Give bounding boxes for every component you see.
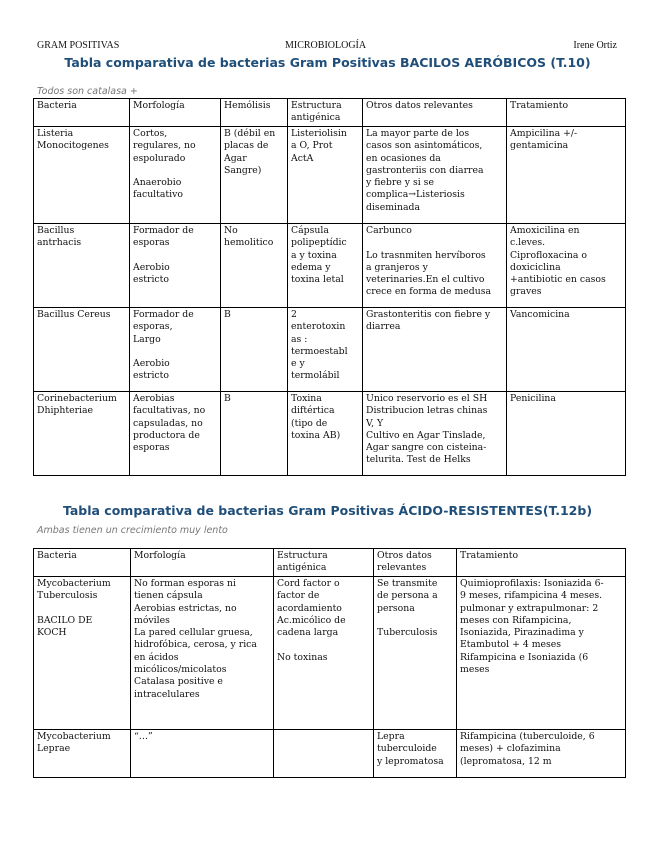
cell-line: facultativas, no xyxy=(133,405,206,417)
table-cell xyxy=(131,577,274,730)
cell-line: Vancomicina xyxy=(510,309,570,320)
cell-line: No xyxy=(224,225,238,236)
cell-line: Cultivo en Agar Tinslade, xyxy=(366,429,486,441)
header-right: Irene Ortiz xyxy=(573,40,617,51)
cell-line: enterotoxin xyxy=(291,321,346,333)
cell-line: Leprae xyxy=(37,743,71,755)
table1-title: Tabla comparativa de bacterias Gram Positivas BACILOS AERÓBICOS (T.10) xyxy=(64,55,591,70)
cell-line: cadena larga xyxy=(277,627,339,639)
column-header: Otros datos relevantes xyxy=(374,549,457,577)
cell-line: Agar xyxy=(224,152,247,164)
cell-line: productora de xyxy=(133,429,200,441)
cell-line: espolurado xyxy=(133,152,186,164)
header-left: GRAM POSITIVAS xyxy=(37,40,120,51)
cell-line xyxy=(37,603,127,615)
table-cell xyxy=(363,308,507,392)
header-row xyxy=(34,549,626,577)
cell-line: Aerobias estrictas, no xyxy=(134,602,237,614)
cell-line: acordamiento xyxy=(277,602,342,614)
table-cell xyxy=(34,730,131,778)
cell-line: micólicos/micolatos xyxy=(134,664,227,676)
cell-line: Grastonteritis con fiebre y xyxy=(366,309,491,320)
table-cell xyxy=(34,127,130,224)
header-center: MICROBIOLOGÍA xyxy=(285,40,367,51)
column-header: Otros datos relevantes xyxy=(363,99,507,127)
table-cell xyxy=(274,577,374,730)
cell-line: KOCH xyxy=(37,627,67,639)
cell-line: Toxina xyxy=(291,393,322,404)
cell-line: +antibiotic en casos xyxy=(510,274,606,286)
cell-line: Formador de xyxy=(133,225,194,236)
cell-line: toxina letal xyxy=(291,274,344,286)
table-row xyxy=(34,730,626,778)
cell-line: Penicilina xyxy=(510,393,556,404)
column-header: Hemólisis xyxy=(221,99,288,127)
cell-line: Dhiphteriae xyxy=(37,405,94,417)
table1-note: Todos son catalasa + xyxy=(37,86,138,97)
cell-line: capsuladas, no xyxy=(133,417,203,429)
cell-line: diftértica xyxy=(291,405,335,417)
table-acido-resistentes xyxy=(33,548,626,778)
column-header: Morfología xyxy=(131,549,274,577)
column-header: Tratamiento xyxy=(457,549,626,577)
cell-line: Quimioprofilaxis: Isoniazida 6- xyxy=(460,578,604,589)
cell-line: ActA xyxy=(291,152,314,164)
cell-line: Agar sangre con cisteina- xyxy=(366,442,487,454)
cell-line: Listeriolisin xyxy=(291,128,347,139)
cell-line: facultativo xyxy=(133,189,183,201)
cell-line: B xyxy=(224,309,231,320)
cell-line xyxy=(377,615,453,627)
column-header: Morfología xyxy=(130,99,221,127)
cell-line: telurita. Test de Helks xyxy=(366,454,471,466)
cell-line: factor de xyxy=(277,590,320,602)
cell-line: Bacillus Cereus xyxy=(37,309,111,320)
cell-line xyxy=(277,639,370,651)
cell-line: crece en forma de medusa xyxy=(366,286,492,298)
cell-line: B xyxy=(224,393,231,404)
cell-line: veterinaries.En el cultivo xyxy=(366,274,485,286)
table2-title: Tabla comparativa de bacterias Gram Positivas ÁCIDO-RESISTENTES(T.12b) xyxy=(62,503,593,518)
cell-line: casos son asintomáticos, xyxy=(366,140,483,152)
table-cell xyxy=(130,127,221,224)
cell-line: meses xyxy=(460,664,490,676)
cell-line: Aerobias xyxy=(133,393,175,404)
cell-line: c.leves. xyxy=(510,237,546,249)
cell-line: Tuberculosis xyxy=(377,627,438,639)
cell-line: edema y xyxy=(291,261,331,273)
cell-line: 2 xyxy=(291,309,297,320)
cell-line: Corinebacterium xyxy=(37,393,117,404)
table-row xyxy=(34,224,626,308)
table-cell xyxy=(288,308,363,392)
cell-line: regulares, no xyxy=(133,140,196,152)
cell-line: 9 meses, rifampicina 4 meses. xyxy=(460,590,603,602)
table-cell xyxy=(363,224,507,308)
cell-line: as : xyxy=(291,333,308,345)
cell-line: termolábil xyxy=(291,370,340,382)
column-header: Tratamiento xyxy=(507,99,626,127)
table-cell xyxy=(34,224,130,308)
column-header: Estructura antigénica xyxy=(288,99,363,127)
cell-line xyxy=(133,250,217,262)
table-cell xyxy=(34,392,130,476)
cell-line: Largo xyxy=(133,333,161,345)
cell-line: a O, Prot xyxy=(291,140,333,152)
cell-line: a y toxina xyxy=(291,249,337,261)
table2-note: Ambas tienen un crecimiento muy lento xyxy=(37,525,228,536)
cell-line: toxina AB) xyxy=(291,429,341,441)
table-cell xyxy=(374,730,457,778)
column-header: Bacteria xyxy=(34,99,130,127)
cell-line: Formador de xyxy=(133,309,194,320)
cell-line: No forman esporas ni xyxy=(134,578,236,589)
table-cell xyxy=(288,224,363,308)
cell-line: gentamicina xyxy=(510,140,569,152)
cell-line: La mayor parte de los xyxy=(366,128,470,139)
cell-line: Lepra xyxy=(377,731,405,742)
cell-line xyxy=(133,165,217,177)
table-row xyxy=(34,392,626,476)
table-cell xyxy=(130,392,221,476)
cell-line: Catalasa positive e xyxy=(134,676,223,688)
cell-line: Aerobio xyxy=(133,358,170,370)
cell-line: estricto xyxy=(133,370,169,382)
cell-line: Rifampicina (tuberculoide, 6 xyxy=(460,731,595,742)
cell-line: antrhacis xyxy=(37,237,82,249)
cell-line: estricto xyxy=(133,274,169,286)
cell-line: BACILO DE xyxy=(37,614,93,626)
cell-line: Etambutol + 4 meses xyxy=(460,639,562,651)
cell-line: Mycobacterium xyxy=(37,578,111,589)
cell-line: Ampicilina +/- xyxy=(510,128,578,139)
cell-line: Cortos, xyxy=(133,128,168,139)
cell-line: gastronteriis con diarrea xyxy=(366,164,484,176)
cell-line: diarrea xyxy=(366,321,401,333)
column-header: Bacteria xyxy=(34,549,131,577)
table-cell xyxy=(507,392,626,476)
cell-line: meses) + clofazimina xyxy=(460,743,561,755)
cell-line: en ocasiones da xyxy=(366,152,441,164)
cell-line: meses con Rifampicina, xyxy=(460,614,572,626)
cell-line: placas de xyxy=(224,140,269,152)
cell-line: y lepromatosa xyxy=(377,755,444,767)
cell-line: Mycobacterium xyxy=(37,731,111,742)
cell-line: diseminada xyxy=(366,201,421,213)
cell-line: No toxinas xyxy=(277,651,328,663)
cell-line xyxy=(366,237,503,249)
cell-line: a granjeros y xyxy=(366,261,428,273)
table-cell xyxy=(507,308,626,392)
table-cell xyxy=(363,127,507,224)
cell-line: La pared cellular gruesa, xyxy=(134,627,253,639)
cell-line: Aerobio xyxy=(133,261,170,273)
table-cell xyxy=(374,577,457,730)
cell-line: graves xyxy=(510,286,542,298)
cell-line: V, Y xyxy=(366,417,384,429)
table-cell xyxy=(130,224,221,308)
table-bacilos-aerobicos xyxy=(33,98,626,476)
table-cell xyxy=(288,127,363,224)
cell-line: Listeria xyxy=(37,128,74,139)
table-cell xyxy=(507,127,626,224)
header-row xyxy=(34,99,626,127)
cell-line: esporas, xyxy=(133,321,173,333)
cell-line: Cord factor o xyxy=(277,578,340,589)
cell-line: Sangre) xyxy=(224,164,262,176)
table-cell xyxy=(131,730,274,778)
cell-line: “…” xyxy=(134,731,153,742)
cell-line: pulmonar y extrapulmonar: 2 xyxy=(460,602,599,614)
cell-line: B (débil en xyxy=(224,128,276,139)
cell-line: Unico reservorio es el SH xyxy=(366,393,488,404)
table-row xyxy=(34,127,626,224)
cell-line: hidrofóbica, cerosa, y rica xyxy=(134,639,257,651)
table-cell xyxy=(457,577,626,730)
table-row xyxy=(34,308,626,392)
cell-line: Tuberculosis xyxy=(37,590,98,602)
column-header: Estructura antigénica xyxy=(274,549,374,577)
cell-line: esporas xyxy=(133,442,170,454)
cell-line: polipeptídic xyxy=(291,237,347,249)
cell-line: Carbunco xyxy=(366,225,412,236)
cell-line: esporas xyxy=(133,237,170,249)
table-cell xyxy=(288,392,363,476)
table-cell xyxy=(130,308,221,392)
cell-line: complica→Listeriosis xyxy=(366,189,465,201)
cell-line: Anaerobio xyxy=(133,177,182,189)
cell-line: doxiciclina xyxy=(510,261,561,273)
cell-line: Lo trasnmiten hervíboros xyxy=(366,249,486,261)
cell-line: (tipo de xyxy=(291,417,328,429)
table-cell xyxy=(34,577,131,730)
table-cell xyxy=(221,308,288,392)
cell-line: Se transmite xyxy=(377,578,438,589)
table-cell xyxy=(34,308,130,392)
cell-line: tienen cápsula xyxy=(134,590,203,602)
cell-line xyxy=(133,346,217,358)
cell-line: Distribucion letras chinas xyxy=(366,405,488,417)
cell-line: de persona a xyxy=(377,590,438,602)
cell-line: Isoniazida, Pirazinadima y xyxy=(460,627,584,639)
table-cell xyxy=(274,730,374,778)
cell-line: Bacillus xyxy=(37,225,75,236)
cell-line: Ciprofloxacina o xyxy=(510,249,587,261)
cell-line: móviles xyxy=(134,614,170,626)
cell-line: intracelulares xyxy=(134,688,200,700)
cell-line: Cápsula xyxy=(291,225,329,236)
cell-line: (lepromatosa, 12 m xyxy=(460,755,552,767)
table-cell xyxy=(363,392,507,476)
table-cell xyxy=(457,730,626,778)
cell-line: y fiebre y si se xyxy=(366,177,434,189)
cell-line: Rifampicina e Isoniazida (6 xyxy=(460,651,589,663)
cell-line: tuberculoide xyxy=(377,743,437,755)
table-cell xyxy=(507,224,626,308)
table-cell xyxy=(221,224,288,308)
table-cell xyxy=(221,392,288,476)
cell-line: e y xyxy=(291,358,305,370)
cell-line: Monocitogenes xyxy=(37,140,109,152)
cell-line: Ac.micólico de xyxy=(277,614,346,626)
cell-line: en ácidos xyxy=(134,651,179,663)
cell-line: hemolitico xyxy=(224,237,274,249)
table-row xyxy=(34,577,626,730)
table-cell xyxy=(221,127,288,224)
cell-line: Amoxicilina en xyxy=(510,225,580,236)
cell-line: termoestabl xyxy=(291,345,348,357)
cell-line: persona xyxy=(377,602,415,614)
